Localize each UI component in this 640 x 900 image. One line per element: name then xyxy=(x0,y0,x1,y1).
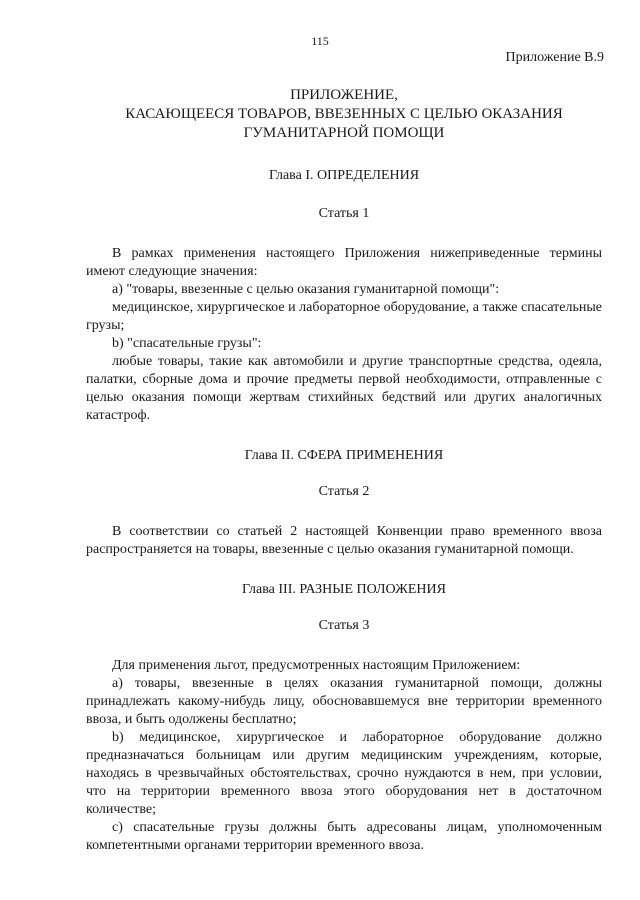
page-number: 115 xyxy=(311,34,329,48)
document-body xyxy=(86,86,602,855)
article-1-item-a-label: а) "товары, ввезенные с целью оказания гуманитарной помощи": xyxy=(112,282,500,297)
article-1-item-a-text: медицинское, хирургическое и лабораторное оборудование, а также спасательные грузы; xyxy=(86,300,602,333)
article-3-intro: Для применения льгот, предусмотренных настоящим Приложением: xyxy=(112,658,521,673)
title-line-1: ПРИЛОЖЕНИЕ, xyxy=(290,87,398,103)
document-title xyxy=(86,86,602,143)
article-3-heading: Статья 3 xyxy=(318,618,370,633)
annex-label: Приложение B.9 xyxy=(505,50,604,65)
chapter-2-heading: Глава II. СФЕРА ПРИМЕНЕНИЯ xyxy=(244,448,444,463)
title-line-2: КАСАЮЩЕЕСЯ ТОВАРОВ, ВВЕЗЕННЫХ С ЦЕЛЬЮ ОКАЗАНИЯ xyxy=(125,106,563,122)
chapter-3-heading: Глава III. РАЗНЫЕ ПОЛОЖЕНИЯ xyxy=(242,582,446,597)
article-3-item-b: b) медицинское, хирургическое и лабораторное оборудование должно предназначаться больницам или другим медицинским учреждениям, которые, находясь в чрезвычайных обстоятельствах, срочно нуждаются в нем, при условии, что на территории временного ввоза этого оборудования нет в достаточном количестве; xyxy=(86,730,602,817)
article-1-item-b-text: любые товары, такие как автомобили и другие транспортные средства, одеяла, палатки, сборные дома и прочие предметы первой необходимости, отправленные с целью оказания помощи жертвам стихийных бедствий или других аналогичных катастроф. xyxy=(86,354,602,423)
article-2-text: В соответствии со статьей 2 настоящей Конвенции право временного ввоза распространяется на товары, ввезенные с целью оказания гуманитарной помощи. xyxy=(86,524,602,557)
article-1-intro: В рамках применения настоящего Приложения нижеприведенные термины имеют следующие значения: xyxy=(86,246,602,279)
article-3-item-a: а) товары, ввезенные в целях оказания гуманитарной помощи, должны принадлежать какому-нибудь лицу, обосновавшемуся вне территории временного ввоза, и быть одолжены бесплатно; xyxy=(86,676,602,727)
chapter-1-heading: Глава I. ОПРЕДЕЛЕНИЯ xyxy=(268,168,420,183)
article-1-item-b-label: b) "спасательные грузы": xyxy=(112,336,262,351)
article-3-item-c: с) спасательные грузы должны быть адресованы лицам, уполномоченным компетентными органами территории временного ввоза. xyxy=(86,820,602,853)
title-line-3: ГУМАНИТАРНОЙ ПОМОЩИ xyxy=(243,125,445,141)
article-2-heading: Статья 2 xyxy=(318,484,370,499)
article-1-heading: Статья 1 xyxy=(318,206,370,221)
